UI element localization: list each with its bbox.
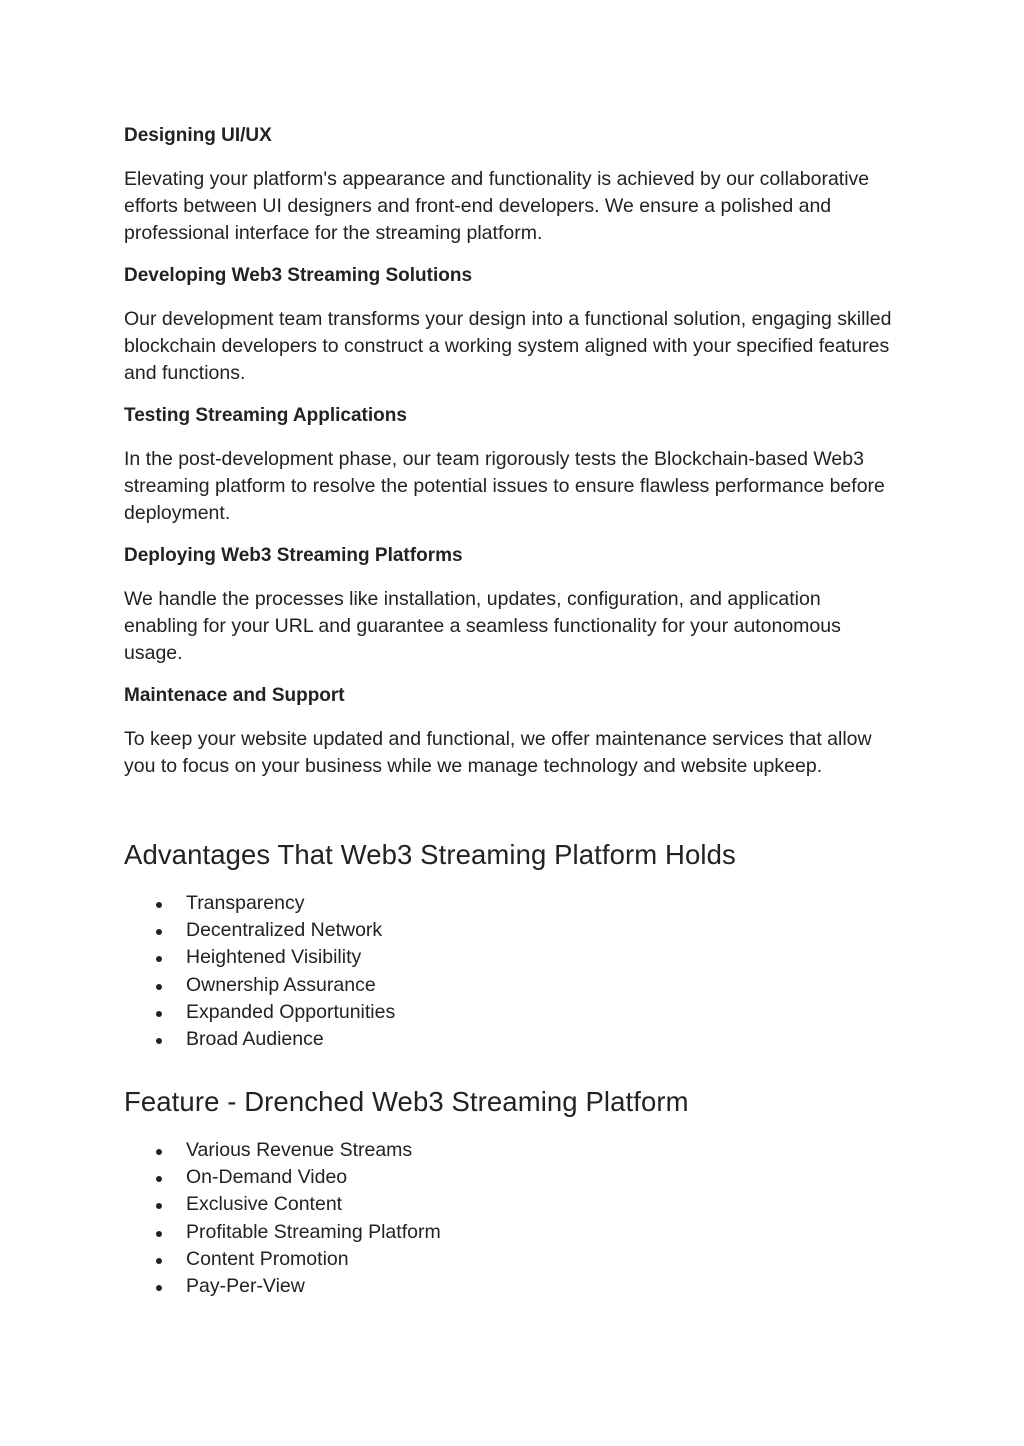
bullet-icon — [156, 1011, 162, 1017]
list-item: Various Revenue Streams — [124, 1137, 441, 1164]
list-item: Expanded Opportunities — [124, 999, 395, 1026]
bullet-icon — [156, 902, 162, 908]
list-item: Transparency — [124, 890, 395, 917]
section-body-designing: Elevating your platform's appearance and functionality is achieved by our collaborative efforts between UI designers and front-end developers. We ensure a polished and professional interface for the streaming platform. — [124, 168, 870, 245]
section-body-deploying: We handle the processes like installation, updates, configuration, and application enabling for your URL and guarantee a seamless functionality for your autonomous usage. — [124, 588, 841, 665]
section-heading-maintenance: Maintenace and Support — [124, 685, 345, 706]
section-heading-designing: Designing UI/UX — [124, 125, 272, 146]
bullet-icon — [156, 1231, 162, 1237]
list-item: Decentralized Network — [124, 917, 395, 944]
list-item: On-Demand Video — [124, 1164, 441, 1191]
section-heading-testing: Testing Streaming Applications — [124, 405, 407, 426]
section-body-testing: In the post-development phase, our team rigorously tests the Blockchain-based Web3 streaming platform to resolve the potential issues to ensure flawless performance before deployment. — [124, 448, 885, 525]
bullet-icon — [156, 1038, 162, 1044]
list-item: Ownership Assurance — [124, 972, 395, 999]
list-item: Heightened Visibility — [124, 944, 395, 971]
bullet-icon — [156, 984, 162, 990]
section-heading-deploying: Deploying Web3 Streaming Platforms — [124, 545, 463, 566]
list-item: Profitable Streaming Platform — [124, 1219, 441, 1246]
bullet-icon — [156, 1285, 162, 1291]
bullet-icon — [156, 929, 162, 935]
section-body-developing: Our development team transforms your design into a functional solution, engaging skilled blockchain developers to construct a working system aligned with your specified features and functions. — [124, 308, 892, 385]
features-list — [124, 1137, 441, 1300]
list-item: Pay-Per-View — [124, 1273, 441, 1300]
features-title: Feature - Drenched Web3 Streaming Platform — [124, 1086, 689, 1117]
list-item: Exclusive Content — [124, 1191, 441, 1218]
bullet-icon — [156, 1203, 162, 1209]
bullet-icon — [156, 1258, 162, 1264]
list-item: Content Promotion — [124, 1246, 441, 1273]
bullet-icon — [156, 1149, 162, 1155]
advantages-list — [124, 890, 395, 1053]
list-item: Broad Audience — [124, 1026, 395, 1053]
section-heading-developing: Developing Web3 Streaming Solutions — [124, 265, 473, 286]
section-body-maintenance: To keep your website updated and functional, we offer maintenance services that allow you to focus on your business while we manage technology and website upkeep. — [124, 728, 872, 778]
bullet-icon — [156, 956, 162, 962]
bullet-icon — [156, 1176, 162, 1182]
advantages-title: Advantages That Web3 Streaming Platform Holds — [124, 839, 736, 870]
